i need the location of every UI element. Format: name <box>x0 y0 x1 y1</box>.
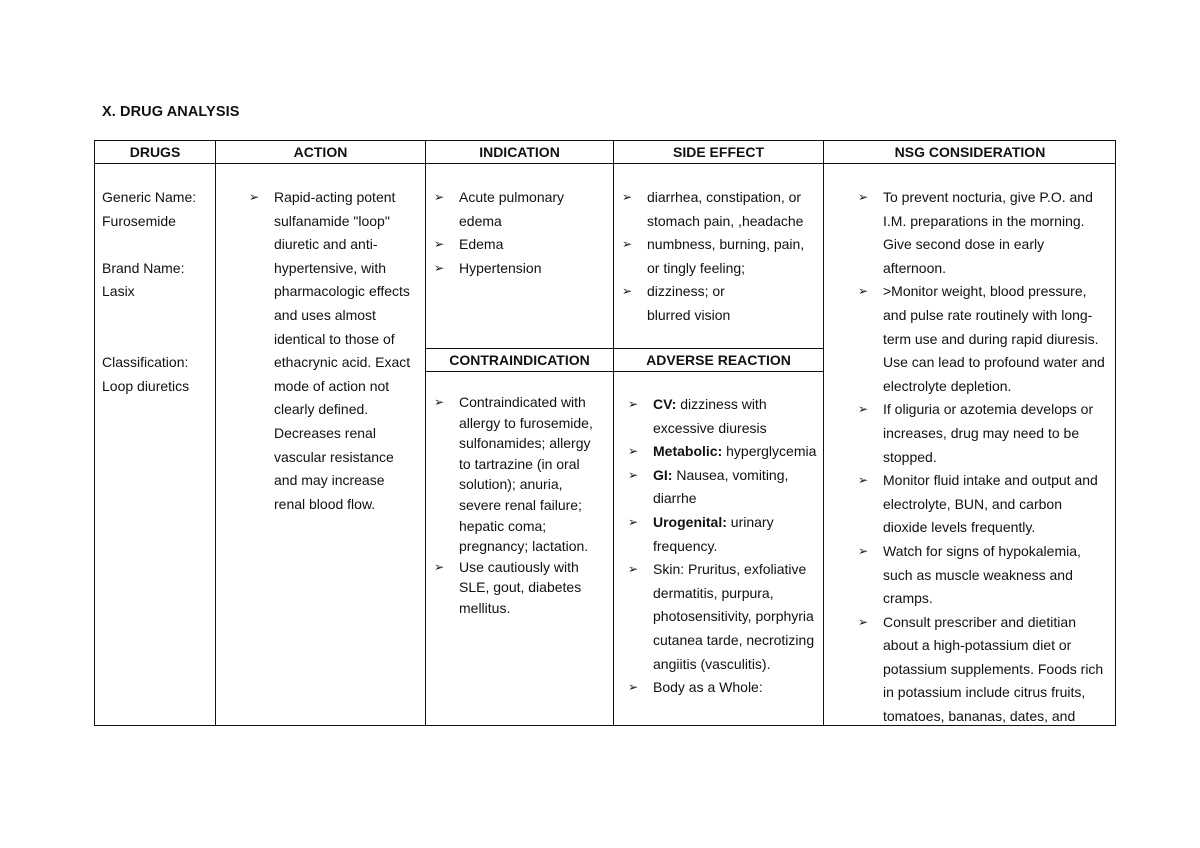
adverse-text: Nausea, vomiting, diarrhe <box>653 466 789 507</box>
indication-cell <box>434 186 609 280</box>
side-effect-item: ➢ numbness, burning, pain, or tingly feeling; <box>622 233 820 280</box>
nsg-item: ➢ If oliguria or azotemia develops or increases, drug may need to be stopped. <box>858 398 1110 469</box>
side-effect-item: ➢ diarrhea, constipation, or stomach pain, ,headache <box>622 186 820 233</box>
indication-item: ➢ Hypertension <box>434 257 609 281</box>
nsg-item: ➢ Watch for signs of hypokalemia, such as muscle weakness and cramps. <box>858 540 1110 611</box>
adverse-text: urinary frequency. <box>653 513 774 554</box>
header-side-effect: SIDE EFFECT <box>672 144 764 160</box>
adverse-reaction-cell <box>628 393 820 700</box>
adverse-item <box>628 464 820 511</box>
side-effect-cell <box>622 186 820 328</box>
brand-name-value: Lasix <box>102 283 135 300</box>
adverse-item <box>628 440 820 464</box>
adverse-system-label: CV: <box>653 396 677 412</box>
action-item: ➢ Rapid-acting potent sulfanamide "loop" diuretic and anti-hypertensive, with pharmacologic effects and uses almost identical to those of ethacrynic acid. Exact mode of action not clearly defined. Decreases renal vascular resistance and may increase renal blood flow. <box>249 186 419 516</box>
nsg-item: ➢ >Monitor weight, blood pressure, and pulse rate routinely with long-term use and during rapid diuresis. Use can lead to profound water and electrolyte depletion. <box>858 280 1110 398</box>
side-effect-item: ➢ dizziness; or blurred vision <box>622 280 820 327</box>
header-action: ACTION <box>293 144 348 160</box>
subheader-rule-bottom <box>425 371 823 372</box>
drug-info <box>102 186 212 398</box>
header-contraindication: CONTRAINDICATION <box>449 352 590 368</box>
adverse-text: Skin: Pruritus, exfoliative dermatitis, purpura, photosensitivity, porphyria cutanea tarde, necrotizing angiitis (vasculitis). <box>653 561 815 672</box>
nsg-consideration-cell <box>858 186 1110 729</box>
adverse-text: dizziness with excessive diuresis <box>653 396 767 436</box>
adverse-text: hyperglycemia <box>722 443 817 460</box>
adverse-system-label: Metabolic: <box>653 443 723 460</box>
brand-name-label: Brand Name: <box>102 259 185 276</box>
classification-value: Loop diuretics <box>102 377 190 394</box>
action-cell <box>249 186 419 516</box>
adverse-system-label: Urogenital: <box>653 513 727 530</box>
generic-name-value: Furosemide <box>102 212 176 229</box>
nsg-item: ➢ Consult prescriber and dietitian about a high-potassium diet or potassium supplements. Foods rich in potassium include citrus fruits, tomatoes, bananas, dates, and <box>858 611 1110 729</box>
indication-item: ➢ Edema <box>434 233 609 257</box>
generic-name-label: Generic Name: <box>102 189 197 205</box>
contraindication-item: ➢ Contraindicated with allergy to furosemide, sulfonamides; allergy to tartrazine (in oral solution); anuria, severe renal failure; hepatic coma; pregnancy; lactation. <box>434 392 606 557</box>
adverse-system-label: GI: <box>653 466 673 483</box>
header-nsg-consideration: NSG CONSIDERATION <box>894 144 1046 160</box>
adverse-item <box>628 393 820 440</box>
adverse-item <box>628 511 820 558</box>
header-drugs: DRUGS <box>129 144 181 160</box>
contraindication-item: ➢ Use cautiously with SLE, gout, diabetes mellitus. <box>434 557 606 619</box>
adverse-item <box>628 558 820 676</box>
nsg-item: ➢ To prevent nocturia, give P.O. and I.M. preparations in the morning. Give second dose in early afternoon. <box>858 186 1110 280</box>
nsg-item: ➢ Monitor fluid intake and output and electrolyte, BUN, and carbon dioxide levels frequently. <box>858 469 1110 540</box>
subheader-rule-top <box>425 348 823 349</box>
indication-item: ➢ Acute pulmonary edema <box>434 186 609 233</box>
section-title: X. DRUG ANALYSIS <box>102 104 240 120</box>
column-divider <box>425 140 426 726</box>
contraindication-cell <box>434 392 606 619</box>
column-divider <box>613 140 614 726</box>
adverse-item <box>628 676 820 700</box>
column-divider <box>823 140 824 726</box>
header-rule <box>94 163 1116 164</box>
header-adverse-reaction: ADVERSE REACTION <box>646 352 791 368</box>
classification-label: Classification: <box>102 353 189 370</box>
header-indication: INDICATION <box>479 144 560 160</box>
column-divider <box>215 140 216 726</box>
adverse-text: Body as a Whole: <box>653 679 763 696</box>
